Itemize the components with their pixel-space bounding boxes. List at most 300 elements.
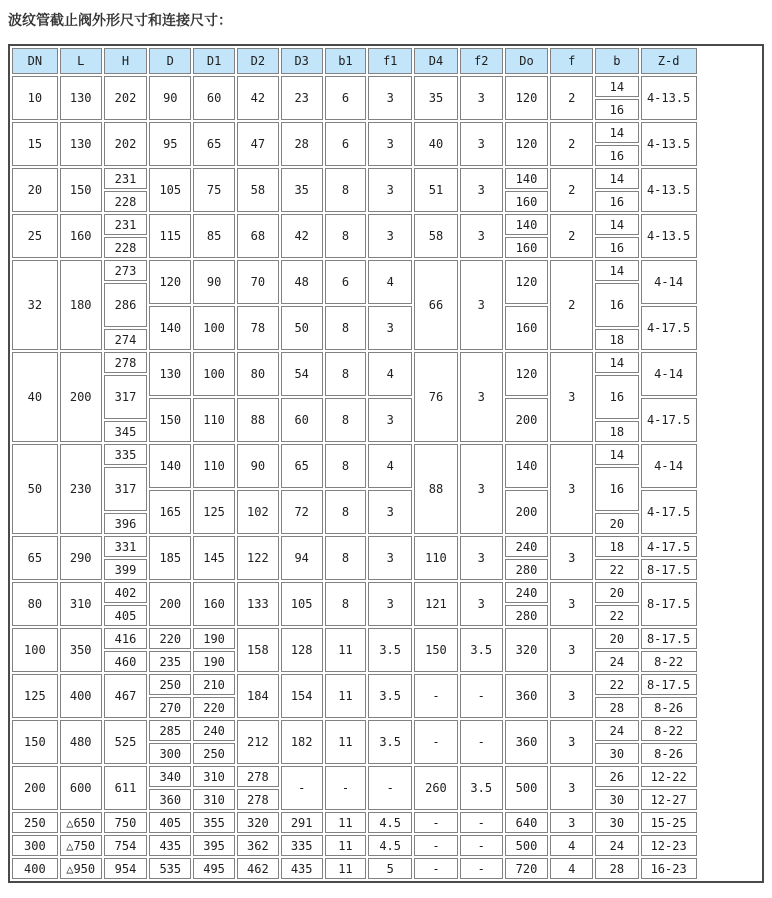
- table-cell: 54: [281, 352, 323, 396]
- table-cell: 11: [325, 720, 367, 764]
- table-cell: 416: [104, 628, 148, 649]
- table-cell: 35: [414, 76, 458, 120]
- table-cell: 3: [368, 76, 412, 120]
- table-cell: 3.5: [460, 766, 503, 810]
- table-cell: 160: [505, 191, 549, 212]
- table-cell: 250: [12, 812, 58, 833]
- table-row: [12, 260, 760, 281]
- table-cell: 42: [281, 214, 323, 258]
- table-cell: 5: [368, 858, 412, 879]
- table-cell: 200: [505, 398, 549, 442]
- table-cell: 100: [193, 306, 235, 350]
- table-cell: 228: [104, 237, 148, 258]
- header-cell-d1: D1: [193, 48, 235, 74]
- table-cell: -: [281, 766, 323, 810]
- table-cell: 8-22: [641, 720, 697, 741]
- table-cell: 230: [60, 444, 102, 534]
- table-cell: 350: [60, 628, 102, 672]
- table-cell: 18: [595, 329, 639, 350]
- table-cell: 32: [12, 260, 58, 350]
- table-cell: 140: [505, 444, 549, 488]
- table-cell: 4-13.5: [641, 122, 697, 166]
- table-cell: 65: [281, 444, 323, 488]
- table-cell: 3: [550, 536, 593, 580]
- table-cell: 154: [281, 674, 323, 718]
- table-cell: 8: [325, 444, 367, 488]
- table-cell: 160: [60, 214, 102, 258]
- table-cell: 285: [149, 720, 191, 741]
- table-cell: 20: [595, 513, 639, 534]
- table-row: [12, 122, 760, 143]
- table-cell: 4-13.5: [641, 76, 697, 120]
- table-cell: 3: [368, 214, 412, 258]
- table-cell: 317: [104, 375, 148, 419]
- table-cell: 11: [325, 628, 367, 672]
- table-cell: 11: [325, 674, 367, 718]
- table-cell: 3: [550, 720, 593, 764]
- table-cell: 14: [595, 168, 639, 189]
- table-cell: 954: [104, 858, 148, 879]
- table-cell: 3: [460, 260, 503, 350]
- table-cell: 278: [237, 766, 279, 787]
- table-cell: -: [414, 674, 458, 718]
- table-cell: 80: [237, 352, 279, 396]
- table-cell: 200: [505, 490, 549, 534]
- table-cell: 3: [460, 582, 503, 626]
- header-cell-f2: f2: [460, 48, 503, 74]
- table-cell: 360: [149, 789, 191, 810]
- table-cell: 435: [281, 858, 323, 879]
- table-cell: 190: [193, 651, 235, 672]
- table-cell: 102: [237, 490, 279, 534]
- table-cell: 8-17.5: [641, 628, 697, 649]
- header-cell-d4: D4: [414, 48, 458, 74]
- table-cell: 3.5: [460, 628, 503, 672]
- table-cell: 10: [12, 76, 58, 120]
- table-cell: 4-17.5: [641, 536, 697, 557]
- table-row: [12, 628, 760, 649]
- table-cell: 60: [281, 398, 323, 442]
- table-cell: 20: [12, 168, 58, 212]
- header-cell-l: L: [60, 48, 102, 74]
- table-cell: 150: [12, 720, 58, 764]
- table-cell: 402: [104, 582, 148, 603]
- table-cell: 8: [325, 352, 367, 396]
- table-cell: 16: [595, 237, 639, 258]
- table-cell: 280: [505, 559, 549, 580]
- table-cell: 18: [595, 536, 639, 557]
- table-row: [12, 582, 760, 603]
- table-cell: 290: [60, 536, 102, 580]
- table-cell: 40: [414, 122, 458, 166]
- table-cell: -: [414, 812, 458, 833]
- table-cell: 58: [237, 168, 279, 212]
- table-cell: 105: [281, 582, 323, 626]
- table-cell: 24: [595, 835, 639, 856]
- table-cell: 68: [237, 214, 279, 258]
- table-cell: 210: [193, 674, 235, 695]
- table-cell: 500: [505, 835, 549, 856]
- table-cell: 120: [149, 260, 191, 304]
- table-cell: 120: [505, 260, 549, 304]
- table-cell: 128: [281, 628, 323, 672]
- page-title: 波纹管截止阀外形尺寸和连接尺寸：: [8, 13, 232, 29]
- header-cell-f1: f1: [368, 48, 412, 74]
- table-cell: 3: [550, 674, 593, 718]
- table-cell: 250: [193, 743, 235, 764]
- table-cell: 2: [550, 260, 593, 350]
- table-cell: 8-17.5: [641, 674, 697, 695]
- table-cell: 360: [505, 720, 549, 764]
- table-cell: 4: [550, 858, 593, 879]
- table-cell: 3: [368, 536, 412, 580]
- table-cell: 140: [149, 444, 191, 488]
- table-cell: 400: [12, 858, 58, 879]
- table-cell: 202: [104, 76, 148, 120]
- table-cell: 400: [60, 674, 102, 718]
- table-cell: 130: [60, 122, 102, 166]
- table-cell: 150: [414, 628, 458, 672]
- table-cell: 286: [104, 283, 148, 327]
- table-cell: 133: [237, 582, 279, 626]
- table-cell: 405: [149, 812, 191, 833]
- table-cell: 340: [149, 766, 191, 787]
- table-cell: 11: [325, 835, 367, 856]
- table-cell: △650: [60, 812, 102, 833]
- table-row: [12, 674, 760, 695]
- table-cell: 467: [104, 674, 148, 718]
- table-cell: -: [460, 835, 503, 856]
- table-cell: 14: [595, 352, 639, 373]
- table-cell: 16: [595, 99, 639, 120]
- table-cell: 720: [505, 858, 549, 879]
- table-cell: 405: [104, 605, 148, 626]
- table-cell: 51: [414, 168, 458, 212]
- table-cell: 50: [281, 306, 323, 350]
- table-cell: 250: [149, 674, 191, 695]
- table-cell: 94: [281, 536, 323, 580]
- table-cell: 4-13.5: [641, 168, 697, 212]
- table-cell: 8: [325, 398, 367, 442]
- table-cell: 16: [595, 191, 639, 212]
- table-cell: 16: [595, 145, 639, 166]
- table-cell: 4: [368, 352, 412, 396]
- table-cell: 182: [281, 720, 323, 764]
- table-cell: -: [460, 858, 503, 879]
- table-cell: 240: [505, 536, 549, 557]
- table-cell: 8-17.5: [641, 559, 697, 580]
- table-cell: 76: [414, 352, 458, 442]
- table-cell: 200: [12, 766, 58, 810]
- table-cell: 180: [60, 260, 102, 350]
- table-row: [12, 444, 760, 465]
- table-cell: 48: [281, 260, 323, 304]
- table-cell: 280: [505, 605, 549, 626]
- table-cell: 360: [505, 674, 549, 718]
- table-cell: 535: [149, 858, 191, 879]
- table-cell: 228: [104, 191, 148, 212]
- table-cell: 212: [237, 720, 279, 764]
- table-cell: 4-17.5: [641, 398, 697, 442]
- table-cell: 3: [460, 76, 503, 120]
- table-cell: 2: [550, 214, 593, 258]
- header-cell-dn: DN: [12, 48, 58, 74]
- table-cell: 3: [460, 168, 503, 212]
- table-cell: 60: [193, 76, 235, 120]
- dimensions-table-body: [12, 48, 760, 879]
- table-cell: 278: [237, 789, 279, 810]
- table-cell: 3: [368, 398, 412, 442]
- table-cell: 231: [104, 168, 148, 189]
- table-cell: 105: [149, 168, 191, 212]
- table-cell: 220: [149, 628, 191, 649]
- table-row: [12, 835, 760, 856]
- table-cell: 12-23: [641, 835, 697, 856]
- table-cell: 480: [60, 720, 102, 764]
- table-cell: 3: [368, 490, 412, 534]
- table-cell: -: [368, 766, 412, 810]
- table-cell: 395: [193, 835, 235, 856]
- table-cell: 122: [237, 536, 279, 580]
- table-cell: 235: [149, 651, 191, 672]
- table-cell: 750: [104, 812, 148, 833]
- table-cell: 4: [368, 444, 412, 488]
- table-cell: 115: [149, 214, 191, 258]
- table-cell: 362: [237, 835, 279, 856]
- table-cell: 6: [325, 122, 367, 166]
- table-cell: 30: [595, 789, 639, 810]
- table-cell: 300: [149, 743, 191, 764]
- table-cell: 310: [193, 789, 235, 810]
- table-cell: 8: [325, 536, 367, 580]
- table-cell: 500: [505, 766, 549, 810]
- table-row: [12, 766, 760, 787]
- table-cell: -: [414, 835, 458, 856]
- table-cell: 28: [281, 122, 323, 166]
- table-cell: -: [460, 812, 503, 833]
- table-cell: 28: [595, 697, 639, 718]
- table-cell: 3.5: [368, 628, 412, 672]
- table-cell: 273: [104, 260, 148, 281]
- table-cell: 65: [193, 122, 235, 166]
- table-cell: 140: [149, 306, 191, 350]
- table-cell: 3: [368, 582, 412, 626]
- table-cell: 22: [595, 605, 639, 626]
- table-cell: 300: [12, 835, 58, 856]
- table-cell: 42: [237, 76, 279, 120]
- table-cell: 130: [149, 352, 191, 396]
- table-cell: 140: [505, 214, 549, 235]
- table-cell: 11: [325, 812, 367, 833]
- table-cell: 355: [193, 812, 235, 833]
- table-cell: 3: [460, 352, 503, 442]
- table-cell: 220: [193, 697, 235, 718]
- table-cell: 3: [550, 444, 593, 534]
- table-cell: 14: [595, 122, 639, 143]
- table-cell: 200: [149, 582, 191, 626]
- table-cell: 3: [550, 628, 593, 672]
- table-cell: 3: [550, 582, 593, 626]
- table-cell: 88: [237, 398, 279, 442]
- table-cell: 100: [12, 628, 58, 672]
- table-cell: -: [460, 674, 503, 718]
- table-cell: 460: [104, 651, 148, 672]
- table-cell: 20: [595, 582, 639, 603]
- table-cell: 85: [193, 214, 235, 258]
- table-cell: 26: [595, 766, 639, 787]
- table-cell: 28: [595, 858, 639, 879]
- table-cell: 6: [325, 76, 367, 120]
- table-cell: 25: [12, 214, 58, 258]
- table-cell: 160: [505, 306, 549, 350]
- table-cell: 12-27: [641, 789, 697, 810]
- table-cell: 396: [104, 513, 148, 534]
- header-row: [12, 48, 760, 74]
- header-cell-h: H: [104, 48, 148, 74]
- table-cell: 8-26: [641, 697, 697, 718]
- table-cell: 754: [104, 835, 148, 856]
- table-cell: 165: [149, 490, 191, 534]
- table-cell: 18: [595, 421, 639, 442]
- table-cell: 2: [550, 122, 593, 166]
- table-cell: 75: [193, 168, 235, 212]
- table-cell: 20: [595, 628, 639, 649]
- table-row: [12, 76, 760, 97]
- table-cell: 8-26: [641, 743, 697, 764]
- table-cell: 30: [595, 743, 639, 764]
- table-cell: 3: [550, 812, 593, 833]
- table-cell: 145: [193, 536, 235, 580]
- table-cell: 3: [368, 168, 412, 212]
- table-cell: 15-25: [641, 812, 697, 833]
- table-cell: 58: [414, 214, 458, 258]
- table-cell: 2: [550, 168, 593, 212]
- table-cell: 399: [104, 559, 148, 580]
- table-cell: 4-13.5: [641, 214, 697, 258]
- table-cell: 120: [505, 352, 549, 396]
- table-cell: 317: [104, 467, 148, 511]
- table-cell: 16: [595, 375, 639, 419]
- table-cell: 16: [595, 283, 639, 327]
- table-cell: -: [414, 858, 458, 879]
- table-cell: 270: [149, 697, 191, 718]
- table-cell: 14: [595, 76, 639, 97]
- table-row: [12, 720, 760, 741]
- table-cell: 110: [193, 398, 235, 442]
- table-cell: 72: [281, 490, 323, 534]
- table-cell: 331: [104, 536, 148, 557]
- table-cell: 640: [505, 812, 549, 833]
- header-cell-b: b: [595, 48, 639, 74]
- table-cell: 125: [193, 490, 235, 534]
- table-cell: 110: [193, 444, 235, 488]
- table-cell: △950: [60, 858, 102, 879]
- table-cell: 24: [595, 720, 639, 741]
- table-spacer: [699, 48, 760, 879]
- table-cell: 14: [595, 260, 639, 281]
- table-cell: 8: [325, 214, 367, 258]
- table-cell: 3: [460, 444, 503, 534]
- table-row: [12, 812, 760, 833]
- table-cell: 160: [505, 237, 549, 258]
- table-cell: 200: [60, 352, 102, 442]
- table-cell: -: [325, 766, 367, 810]
- header-cell-d3: D3: [281, 48, 323, 74]
- table-cell: 3: [368, 122, 412, 166]
- table-cell: 3.5: [368, 720, 412, 764]
- table-cell: 88: [414, 444, 458, 534]
- table-cell: 160: [193, 582, 235, 626]
- table-cell: 125: [12, 674, 58, 718]
- table-cell: 30: [595, 812, 639, 833]
- dimensions-table: [8, 44, 764, 883]
- table-cell: 320: [505, 628, 549, 672]
- table-row: [12, 168, 760, 189]
- table-cell: 4: [368, 260, 412, 304]
- table-cell: 335: [104, 444, 148, 465]
- table-cell: 8-22: [641, 651, 697, 672]
- table-cell: 6: [325, 260, 367, 304]
- table-cell: 278: [104, 352, 148, 373]
- table-cell: 260: [414, 766, 458, 810]
- header-cell-b1: b1: [325, 48, 367, 74]
- table-cell: 78: [237, 306, 279, 350]
- table-cell: 140: [505, 168, 549, 189]
- table-cell: 8: [325, 490, 367, 534]
- table-cell: 95: [149, 122, 191, 166]
- table-cell: 3: [460, 214, 503, 258]
- table-cell: 8: [325, 306, 367, 350]
- table-cell: 310: [60, 582, 102, 626]
- table-cell: 80: [12, 582, 58, 626]
- table-cell: 150: [149, 398, 191, 442]
- table-cell: 11: [325, 858, 367, 879]
- table-row: [12, 536, 760, 557]
- table-cell: 185: [149, 536, 191, 580]
- table-cell: 23: [281, 76, 323, 120]
- table-cell: 12-22: [641, 766, 697, 787]
- table-cell: 611: [104, 766, 148, 810]
- table-cell: 274: [104, 329, 148, 350]
- table-cell: 14: [595, 214, 639, 235]
- table-cell: 4-17.5: [641, 490, 697, 534]
- table-cell: 462: [237, 858, 279, 879]
- table-cell: 35: [281, 168, 323, 212]
- table-cell: 3: [460, 122, 503, 166]
- table-cell: 8: [325, 168, 367, 212]
- table-cell: 310: [193, 766, 235, 787]
- table-cell: 121: [414, 582, 458, 626]
- table-cell: 600: [60, 766, 102, 810]
- table-row: [12, 352, 760, 373]
- table-cell: 24: [595, 651, 639, 672]
- table-cell: 90: [237, 444, 279, 488]
- table-cell: -: [460, 720, 503, 764]
- table-cell: 4-17.5: [641, 306, 697, 350]
- table-cell: 90: [193, 260, 235, 304]
- table-cell: 495: [193, 858, 235, 879]
- table-cell: 335: [281, 835, 323, 856]
- table-cell: 345: [104, 421, 148, 442]
- table-cell: 120: [505, 122, 549, 166]
- table-cell: 15: [12, 122, 58, 166]
- table-cell: 16-23: [641, 858, 697, 879]
- header-cell-d: D: [149, 48, 191, 74]
- table-cell: 47: [237, 122, 279, 166]
- table-cell: 240: [505, 582, 549, 603]
- table-cell: 14: [595, 444, 639, 465]
- table-cell: 4: [550, 835, 593, 856]
